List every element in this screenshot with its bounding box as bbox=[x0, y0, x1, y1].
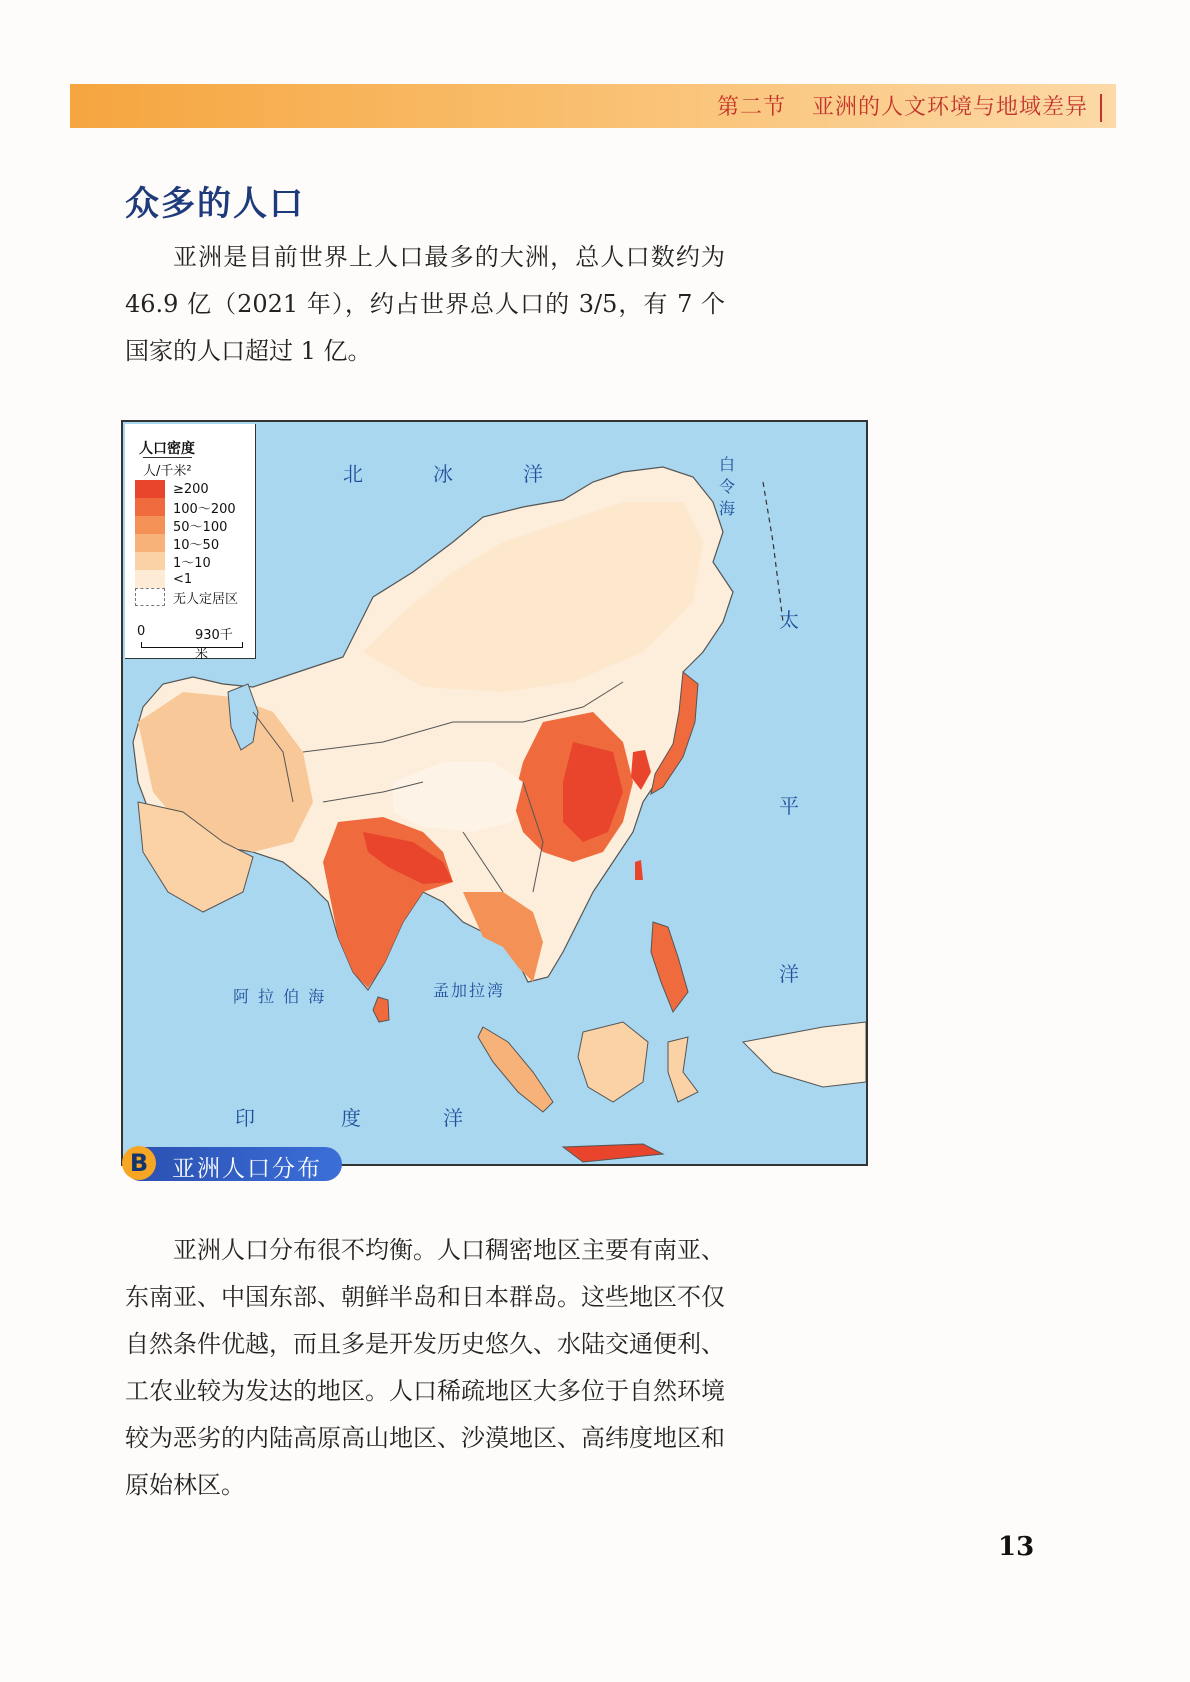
map-caption bbox=[124, 1147, 342, 1181]
label-indian-3: 洋 bbox=[443, 1106, 465, 1130]
label-arctic-3: 洋 bbox=[523, 462, 545, 486]
legend-item: 100～200 bbox=[135, 498, 236, 516]
legend-swatch bbox=[135, 552, 165, 570]
legend-item: <1 bbox=[135, 570, 192, 588]
label-bay-of-bengal: 孟加拉湾 bbox=[433, 981, 506, 1000]
section-heading: 众多的人口 bbox=[125, 184, 305, 224]
scale-label: 930千米 bbox=[195, 628, 233, 662]
section-title: 亚洲的人文环境与地域差异 bbox=[811, 95, 1088, 120]
label-pacific-2: 平 bbox=[779, 794, 801, 818]
scale-zero: 0 bbox=[137, 624, 146, 639]
label-indian-1: 印 bbox=[235, 1106, 257, 1130]
legend-swatch bbox=[135, 516, 165, 534]
header-band bbox=[70, 84, 1116, 128]
legend-swatch bbox=[135, 588, 165, 606]
legend-item: 无人定居区 bbox=[135, 588, 238, 606]
legend-title: 人口密度 bbox=[139, 441, 195, 457]
running-header bbox=[717, 90, 1088, 121]
label-pacific-1: 太 bbox=[779, 608, 801, 632]
legend-item: 50～100 bbox=[135, 516, 227, 534]
legend-item: 10～50 bbox=[135, 534, 219, 552]
page-number: 13 bbox=[998, 1532, 1035, 1562]
legend-unit: 人/千米² bbox=[143, 457, 192, 479]
legend-item: 1～10 bbox=[135, 552, 211, 570]
legend-swatch bbox=[135, 570, 165, 588]
label-indian-2: 度 bbox=[341, 1106, 363, 1130]
paragraph-population: 亚洲是目前世界上人口最多的大洲，总人口数约为 46.9 亿（2021 年），约占世界总人口的 3/5，有 7 个国家的人口超过 1 亿。 bbox=[125, 243, 725, 365]
legend-swatch bbox=[135, 480, 165, 498]
legend-swatch bbox=[135, 498, 165, 516]
caption-text: 亚洲人口分布 bbox=[172, 1156, 322, 1182]
map-legend bbox=[125, 424, 256, 662]
label-arctic-2: 冰 bbox=[433, 462, 455, 486]
label-bering-1: 白 bbox=[719, 455, 738, 474]
header-divider bbox=[1100, 94, 1102, 122]
section-number: 第二节 bbox=[716, 95, 786, 120]
label-arabian-sea: 阿 拉 伯 海 bbox=[233, 987, 327, 1006]
caption-badge: B bbox=[122, 1146, 156, 1180]
label-bering-2: 令 bbox=[719, 477, 738, 496]
label-arctic-1: 北 bbox=[343, 462, 365, 486]
label-pacific-3: 洋 bbox=[779, 962, 801, 986]
legend-swatch bbox=[135, 534, 165, 552]
label-bering-3: 海 bbox=[719, 499, 738, 518]
population-map bbox=[121, 420, 868, 1166]
scale-bar bbox=[141, 642, 243, 648]
legend-item: ≥200 bbox=[135, 480, 209, 498]
paragraph-distribution: 亚洲人口分布很不均衡。人口稠密地区主要有南亚、东南亚、中国东部、朝鲜半岛和日本群岛。这些地区不仅自然条件优越，而且多是开发历史悠久、水陆交通便利、工农业较为发达的地区。人口稀疏地区大多位于自然环境较为恶劣的内陆高原高山地区、沙漠地区、高纬度地区和原始林区。 bbox=[125, 1236, 725, 1499]
